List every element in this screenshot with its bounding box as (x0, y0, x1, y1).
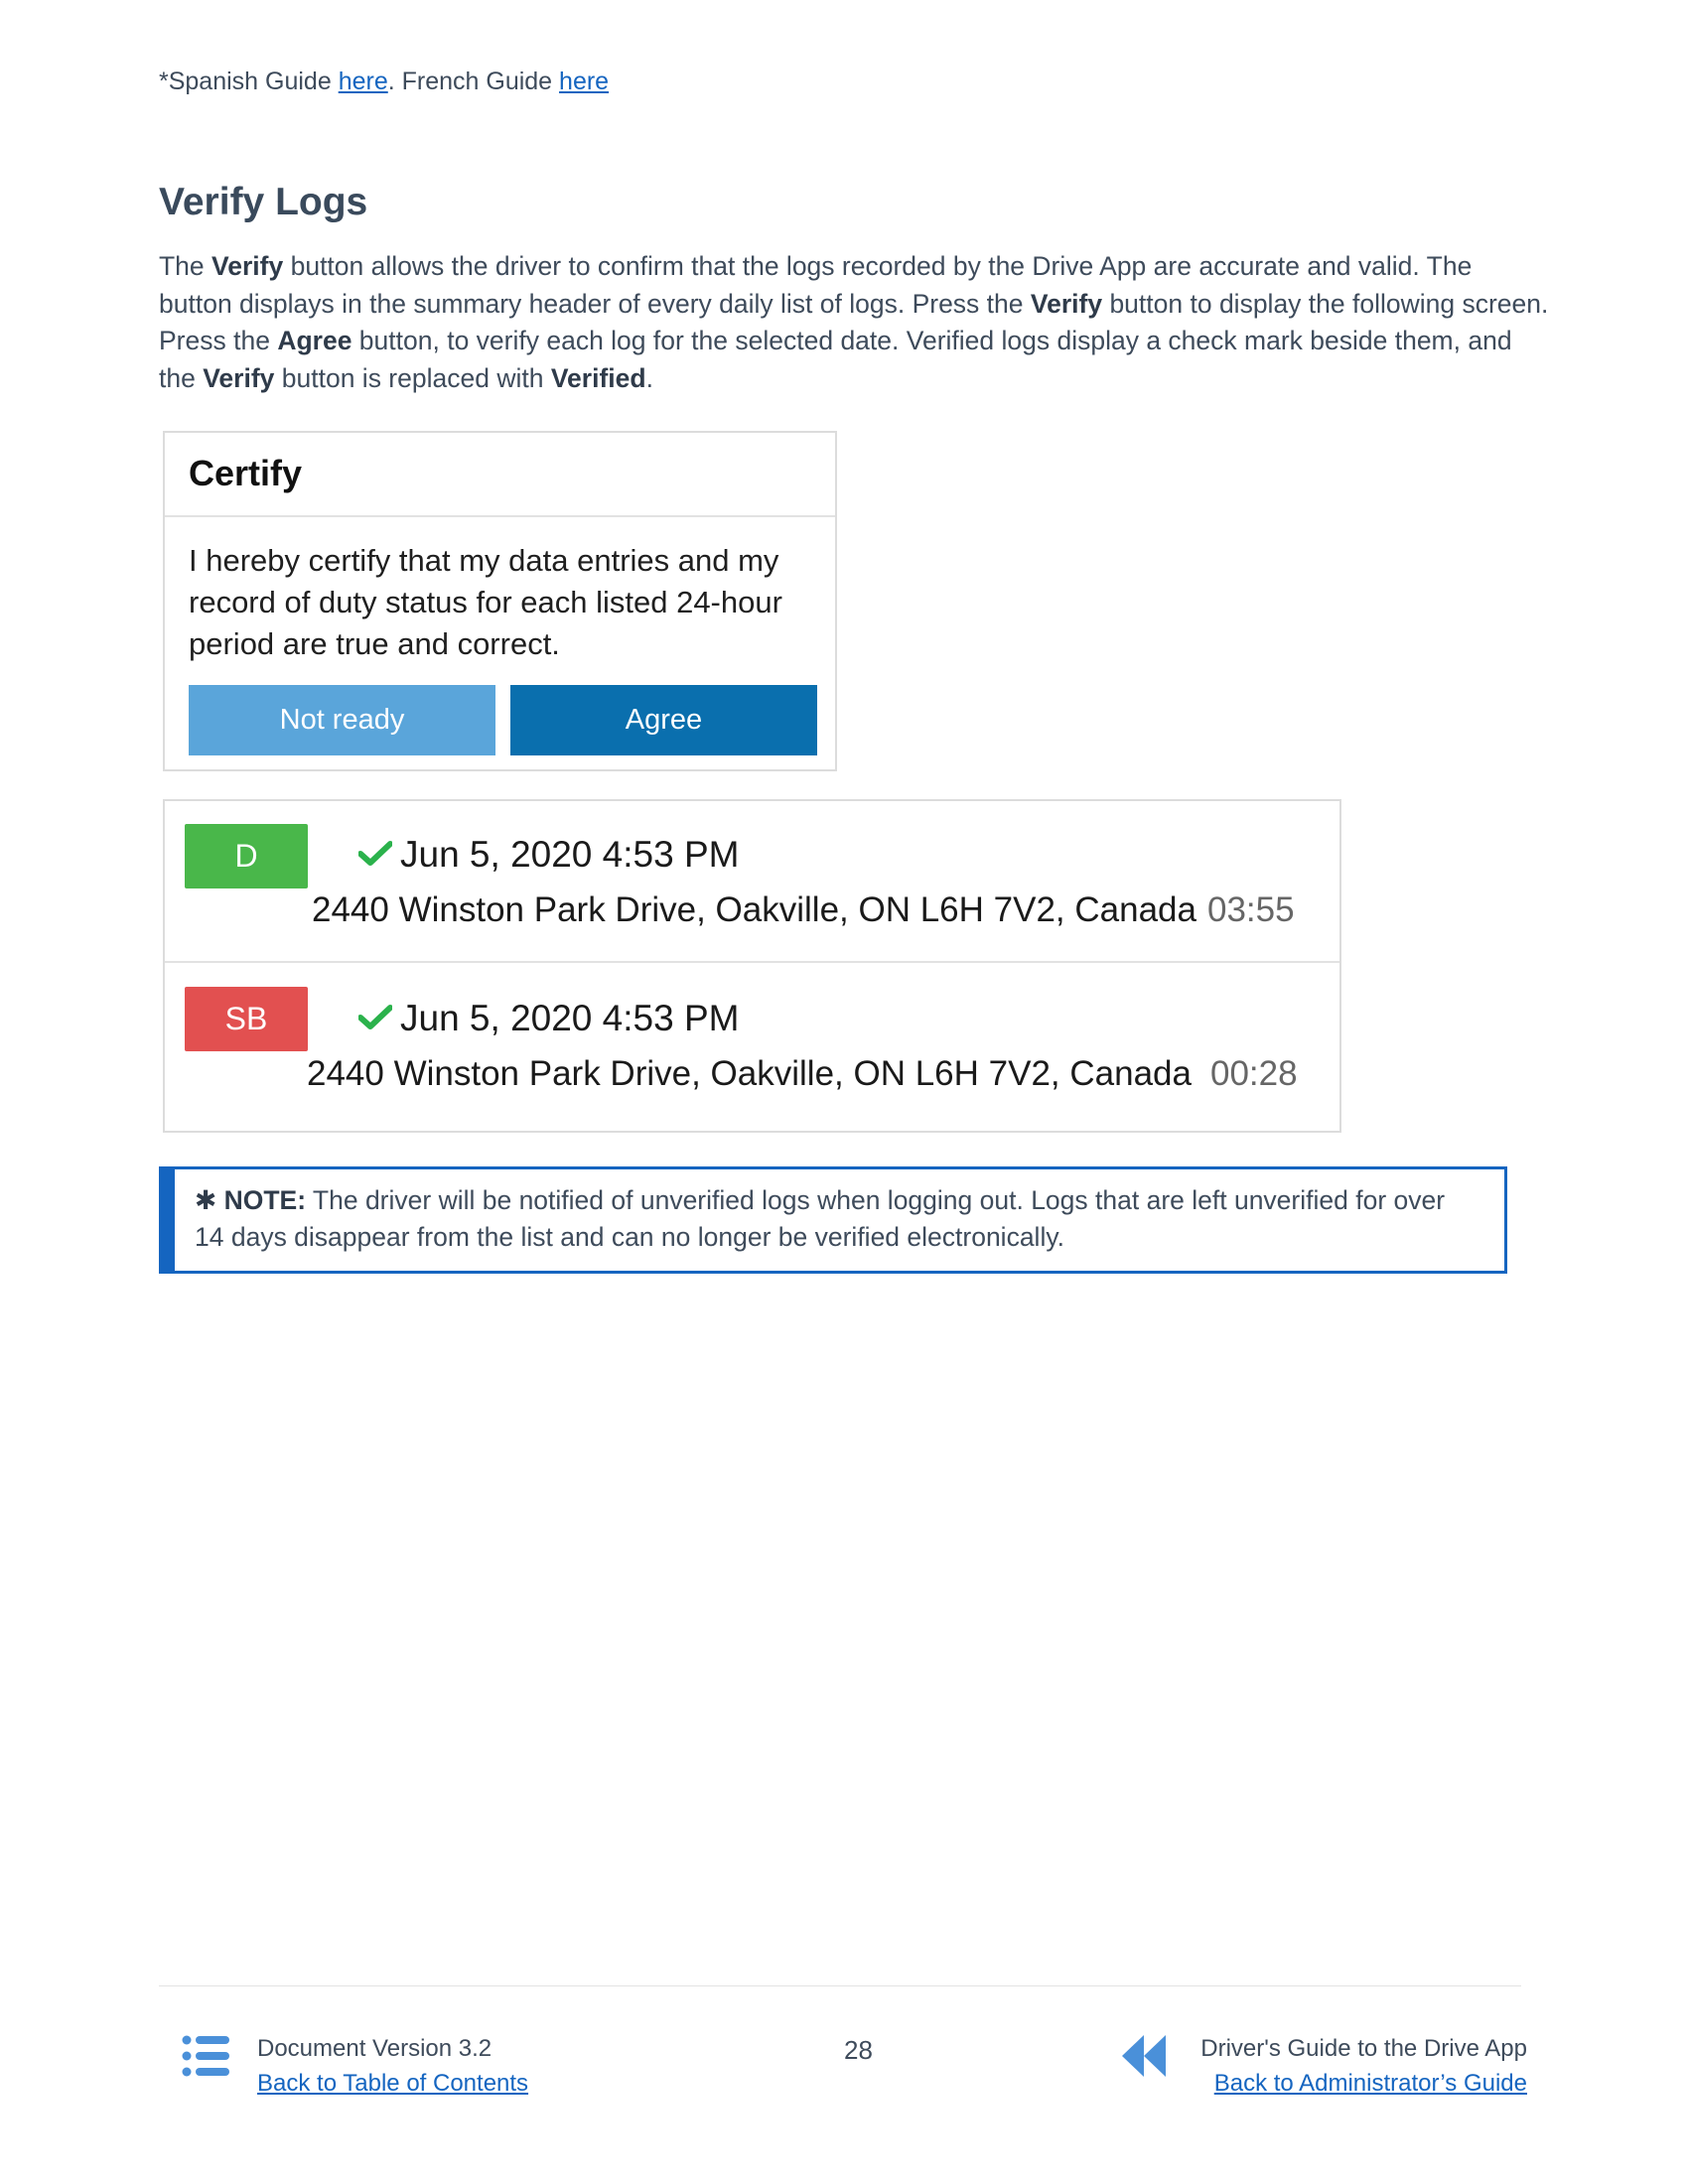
spanish-guide-link[interactable]: here (338, 68, 388, 95)
french-guide-link[interactable]: here (559, 68, 610, 95)
spanish-guide-prefix: *Spanish Guide (159, 68, 339, 95)
status-badge-sleeper: SB (185, 987, 308, 1051)
certify-dialog (163, 431, 837, 771)
certify-dialog-title: Certify (165, 433, 835, 517)
intro-bold: Verified (550, 362, 646, 393)
list-icon[interactable] (182, 2035, 231, 2077)
intro-paragraph (159, 248, 1549, 397)
log-duration: 00:28 (1210, 1054, 1298, 1093)
log-address: 2440 Winston Park Drive, Oakville, ON L6H 7V2, Canada (307, 1054, 1192, 1093)
intro-text: button to display the following screen. Press the (159, 288, 1549, 355)
intro-text: button, to verify each log for the selected date. Verified logs display a check mark beside them, and the (159, 326, 1512, 393)
intro-text: The (159, 251, 212, 281)
intro-text: button is replaced with (274, 362, 551, 393)
back-to-admin-guide-link[interactable]: Back to Administrator’s Guide (1213, 2070, 1527, 2097)
note-asterisk-icon: ✱ (195, 1185, 217, 1215)
note-text: The driver will be notified of unverified logs when logging out. Logs that are left unverified for over 14 days disappear from the list and can no longer be verified electronically. (195, 1185, 1446, 1252)
intro-bold: Verify (1030, 288, 1103, 319)
not-ready-button[interactable]: Not ready (189, 685, 495, 755)
language-guide-line (159, 68, 609, 96)
agree-button[interactable]: Agree (510, 685, 817, 755)
note-label: NOTE: (223, 1185, 307, 1215)
check-icon (358, 1005, 392, 1030)
guide-title: Driver's Guide to the Drive App (1200, 2035, 1527, 2062)
footer-divider (159, 1985, 1521, 1986)
log-row[interactable] (165, 961, 1339, 1133)
intro-bold: Verify (211, 251, 284, 281)
document-version: Document Version 3.2 (257, 2035, 492, 2062)
back-to-toc-link[interactable]: Back to Table of Contents (257, 2070, 529, 2097)
intro-text: button allows the driver to confirm that the logs recorded by the Drive App are accurate and valid. The button displays in the summary header of every daily list of logs. Press the (159, 251, 1473, 319)
page-number: 28 (844, 2035, 873, 2065)
note-box (159, 1166, 1507, 1274)
intro-bold: Verify (203, 362, 275, 393)
log-datetime: Jun 5, 2020 4:53 PM (400, 834, 740, 875)
log-address: 2440 Winston Park Drive, Oakville, ON L6H 7V2, Canada (312, 890, 1196, 929)
log-datetime: Jun 5, 2020 4:53 PM (400, 998, 740, 1038)
intro-text: . (645, 362, 653, 393)
section-title: Verify Logs (159, 181, 368, 223)
certify-dialog-body: I hereby certify that my data entries and my record of duty status for each listed 24-hour period are true and correct. (189, 543, 782, 661)
intro-bold: Agree (277, 326, 352, 355)
double-chevron-left-icon[interactable] (1122, 2035, 1166, 2077)
log-row[interactable] (165, 801, 1339, 961)
french-guide-prefix: . French Guide (387, 68, 560, 95)
log-duration: 03:55 (1207, 890, 1295, 929)
log-list (163, 799, 1341, 1133)
check-icon (358, 841, 392, 867)
certify-dialog-buttons (189, 685, 817, 755)
status-badge-driving: D (185, 824, 308, 888)
